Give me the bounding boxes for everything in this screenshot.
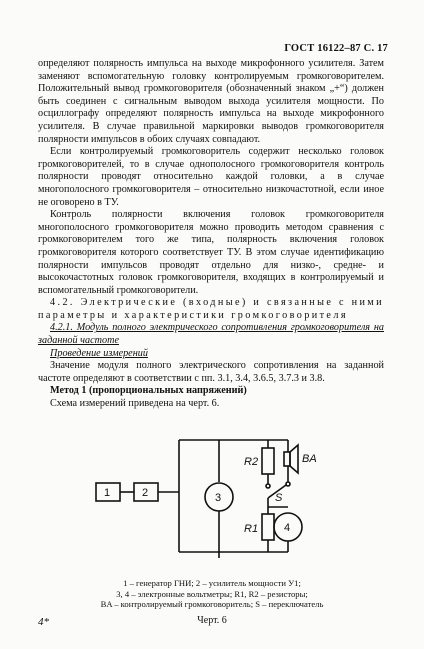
page-mark: 4* [38,616,49,628]
switch-label: S [275,492,283,504]
meter-4-label: 4 [284,522,291,534]
subsection-heading: 4.2.1. Модуль полного электрического сопротивления громкоговорителя на заданной частоте [38,322,384,347]
figure-label: Черт. 6 [197,615,227,626]
meter-3-label: 3 [215,492,222,504]
paragraph-3: Контроль полярности включения головок громкоговорителя многополосного громкоговорителя можно проводить методом сравнения с громкоговорителем того же типа, полярность включения головок громкоговорителя которого соответствует ТУ. В этом случае идентификацию полярности импульсов проводят отдельно для низко-, средне- и высокочастотных головок громкоговорителя, входящих в контролируемый и вспомогательный громкоговорители. [38,209,384,296]
r2-label: R2 [244,456,259,468]
speaker-ba [284,452,290,466]
resistor-r1 [262,514,274,540]
switch-contact [266,484,270,488]
value-paragraph: Значение модуля полного электрического сопротивления на заданной частоте определяют в соответствии с пп. 3.1, 3.4, 3.6.5, 3.7.3 и 3.8. [38,360,384,384]
caption-line: 3, 4 – электронные вольтметры; R1, R2 – резисторы; [116,588,308,599]
block-1-label: 1 [104,487,111,499]
page-header: ГОСТ 16122–87 С. 17 [284,43,388,54]
figure-caption [40,578,384,610]
resistor-r2 [262,448,274,474]
r1-label: R1 [244,523,259,535]
paragraph-2: Если контролируемый громкоговоритель содержит несколько головок громкоговорителей, то в случае однополосного громкоговорителя контроль полярности проводят относительно каждой головки, а в случае многополосного громкоговорителя – относительно низкочастотной, если иное не оговорено в ТУ. [38,146,384,208]
caption-line: BA – контролируемый громкоговоритель; S – переключатель [100,599,324,610]
procedure-heading: Проведение измерений [50,347,148,359]
paragraph-1: определяют полярность импульса на выходе микрофонного усилителя. Затем заменяют вспомогательную головку контролируемым громкоговорителем. Положительный вывод громкоговорителя (обозначенный знаком „+“) должен быть соединен с сигнальным выводом выхода усилителя мощности. По осциллографу определяют полярность импульса на выходе микрофонного усилителя. В случае правильной маркировки выводов громкоговорителя полярности импульсов в обоих случаях совпадают. [38,58,384,145]
block-2-label: 2 [142,487,149,499]
method-line: Метод 1 (пропорциональных напряжений) [50,385,247,397]
speaker-label: BA [302,453,317,465]
body-text [38,58,384,411]
caption-line: 1 – генератор ГНИ; 2 – усилитель мощности У1; [123,578,301,588]
scheme-reference: Схема измерений приведена на черт. 6. [50,398,220,410]
circuit-diagram [0,418,424,588]
section-heading: 4.2. Электрические (входные) и связанные с ними параметры и характеристики громкоговорителя [38,297,384,321]
